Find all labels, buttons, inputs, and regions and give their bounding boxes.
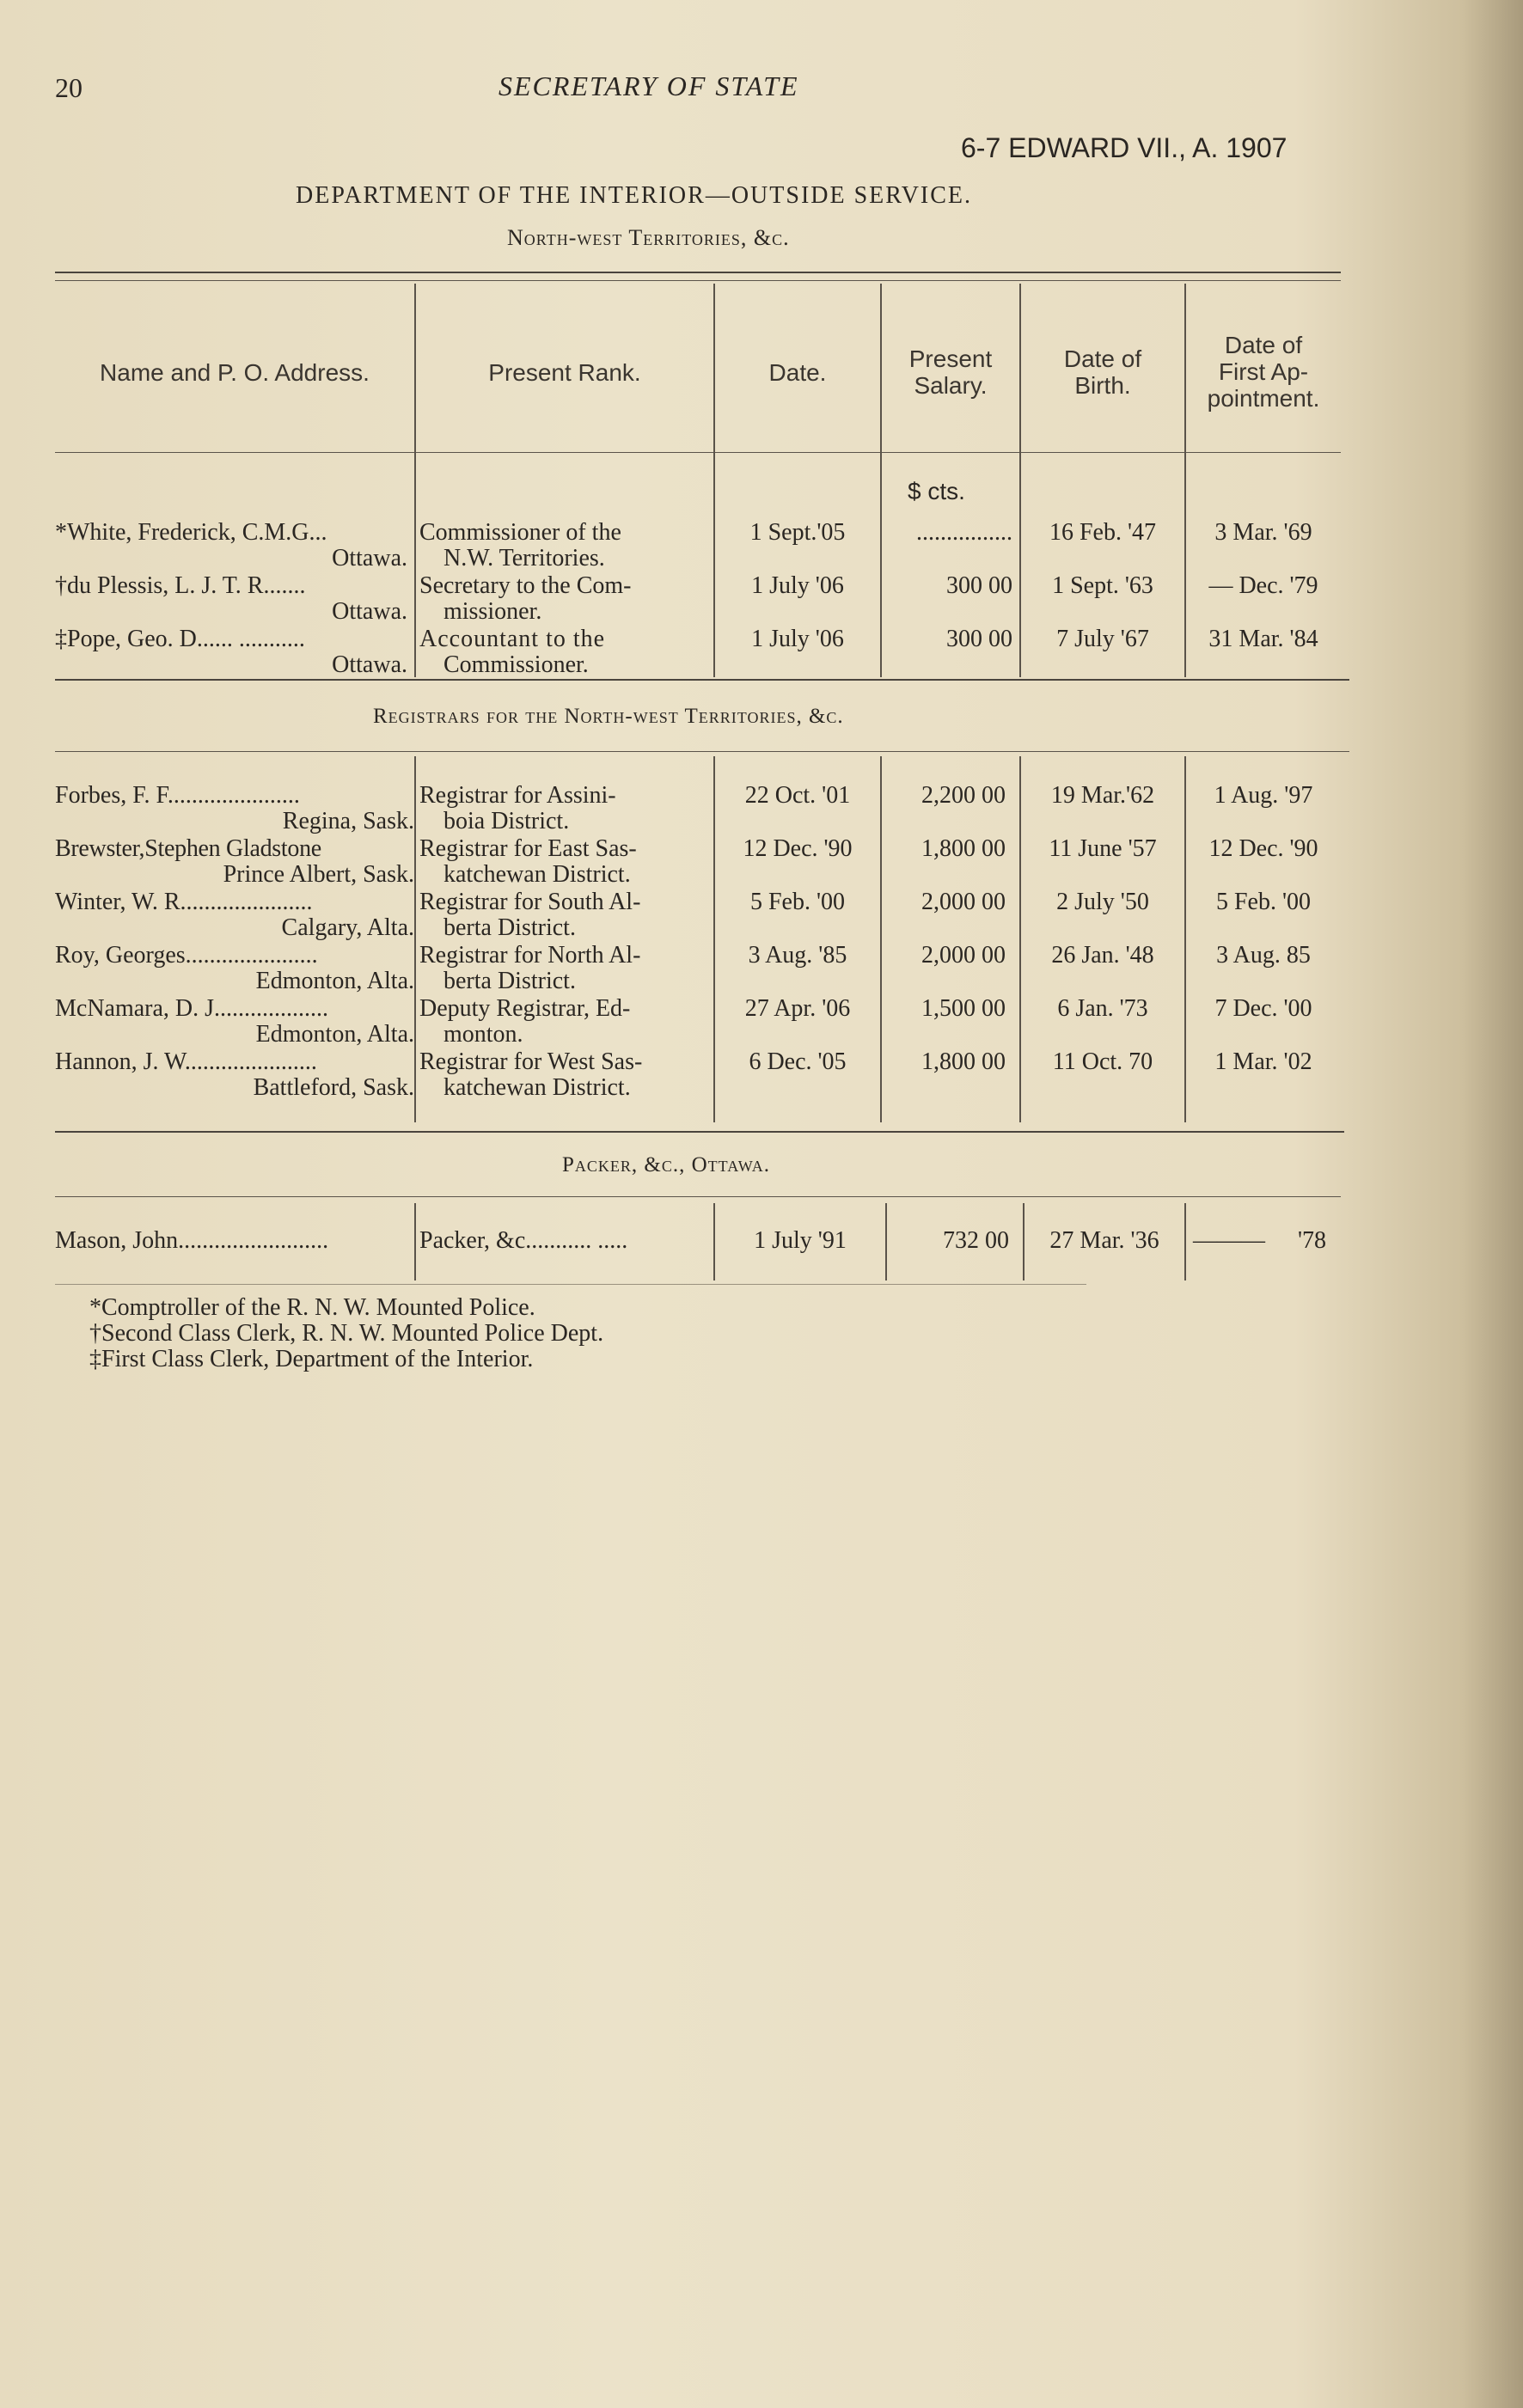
person-name: Roy, Georges......................	[55, 942, 318, 969]
person-address: Edmonton, Alta.	[255, 968, 414, 994]
col-header-salary-2: Salary.	[914, 372, 988, 399]
currency-label: $ cts.	[908, 478, 965, 504]
section3-title-rule	[55, 1196, 1341, 1197]
birth-date: 7 July '67	[1056, 626, 1149, 652]
present-rank-cont: monton.	[443, 1021, 523, 1048]
person-name: Hannon, J. W......................	[55, 1048, 317, 1075]
present-rank: Commissioner of the	[419, 519, 621, 546]
section2-title-rule	[55, 751, 1349, 752]
session-line: 6-7 EDWARD VII., A. 1907	[961, 132, 1288, 163]
person-name: †du Plessis, L. J. T. R.......	[55, 572, 306, 599]
date: 5 Feb. '00	[749, 889, 846, 915]
person-address: Calgary, Alta.	[281, 914, 414, 941]
present-rank: Registrar for South Al-	[419, 889, 641, 915]
col-divider	[414, 284, 416, 677]
birth-date: 6 Jan. '73	[1057, 995, 1148, 1022]
birth-date: 16 Feb. '47	[1049, 519, 1157, 546]
date: 1 July '06	[751, 626, 844, 652]
birth-date: 1 Sept. '63	[1052, 572, 1153, 599]
person-name: *White, Frederick, C.M.G...	[55, 519, 327, 546]
birth-date: 26 Jan. '48	[1051, 942, 1154, 969]
col-divider	[1184, 1203, 1186, 1280]
section3-title: Packer, &c., Ottawa.	[562, 1153, 771, 1176]
top-rule-2	[55, 280, 1341, 281]
col-divider	[1019, 284, 1021, 677]
birth-date: 11 June '57	[1049, 835, 1157, 862]
header-rule	[55, 452, 1341, 453]
section2-end-rule	[55, 1131, 1344, 1133]
footnote: *Comptroller of the R. N. W. Mounted Police.	[89, 1294, 535, 1321]
footnote: ‡First Class Clerk, Department of the Interior.	[89, 1346, 534, 1372]
birth-date: 11 Oct. 70	[1052, 1048, 1153, 1075]
birth-date: 27 Mar. '36	[1049, 1227, 1159, 1254]
salary: 300 00	[946, 572, 1012, 599]
top-rule-1	[55, 272, 1341, 273]
present-rank: Registrar for East Sas-	[419, 835, 637, 862]
present-rank-cont: Commissioner.	[443, 651, 589, 678]
col-header-name: Name and P. O. Address.	[100, 359, 370, 386]
running-title: SECRETARY OF STATE	[498, 70, 799, 101]
person-address: Ottawa.	[332, 545, 407, 571]
present-rank-cont: boia District.	[443, 808, 570, 834]
date: 27 Apr. '06	[744, 995, 851, 1022]
salary: 1,800 00	[921, 1048, 1006, 1075]
date: 1 July '06	[751, 572, 844, 599]
present-rank-cont: missioner.	[443, 598, 542, 625]
present-rank-cont: N.W. Territories.	[443, 545, 605, 571]
col-divider	[414, 1203, 416, 1280]
date: 12 Dec. '90	[743, 835, 853, 862]
salary: 2,000 00	[921, 889, 1006, 915]
col-divider	[414, 756, 416, 1122]
birth-date: 19 Mar.'62	[1050, 782, 1155, 809]
section2-title: Registrars for the North-west Territories, &c.	[373, 705, 844, 728]
col-header-date: Date.	[768, 359, 827, 386]
first-appointment: 1 Aug. '97	[1214, 782, 1313, 809]
person-name: Forbes, F. F......................	[55, 782, 300, 809]
date: 6 Dec. '05	[749, 1048, 847, 1075]
present-rank-cont: katchewan District.	[443, 1074, 631, 1101]
salary: 1,500 00	[921, 995, 1006, 1022]
table-bottom-rule	[55, 1284, 1086, 1285]
salary: ................	[916, 519, 1012, 546]
col-header-birth-1: Date of	[1063, 345, 1142, 372]
salary: 2,200 00	[921, 782, 1006, 809]
present-rank: Deputy Registrar, Ed-	[419, 995, 631, 1022]
first-appointment: 7 Dec. '00	[1214, 995, 1312, 1022]
page-number: 20	[55, 72, 83, 103]
first-appointment: '78	[1298, 1227, 1327, 1254]
first-appointment-day-blank: ———	[1193, 1227, 1265, 1254]
present-rank: Registrar for West Sas-	[419, 1048, 643, 1075]
date: 1 July '91	[754, 1227, 847, 1254]
section-title: North-west Territories, &c.	[507, 225, 790, 250]
person-address: Regina, Sask.	[282, 808, 414, 834]
date: 1 Sept.'05	[749, 519, 846, 546]
birth-date: 2 July '50	[1056, 889, 1149, 915]
present-rank: Secretary to the Com-	[419, 572, 632, 599]
person-address: Ottawa.	[332, 651, 407, 678]
salary: 2,000 00	[921, 942, 1006, 969]
section1-end-rule	[55, 679, 1349, 681]
person-name: Mason, John.........................	[55, 1227, 329, 1254]
salary: 300 00	[946, 626, 1012, 652]
first-appointment: 31 Mar. '84	[1208, 626, 1318, 652]
first-appointment: — Dec. '79	[1208, 572, 1318, 599]
person-address: Ottawa.	[332, 598, 407, 625]
date: 3 Aug. '85	[748, 942, 847, 969]
present-rank-cont: berta District.	[443, 968, 576, 994]
col-header-first-2: First Ap-	[1218, 358, 1309, 385]
present-rank: Packer, &c........... .....	[419, 1227, 628, 1254]
department-title: DEPARTMENT OF THE INTERIOR—OUTSIDE SERVICE.	[296, 182, 973, 209]
col-header-rank: Present Rank.	[488, 359, 641, 386]
col-divider	[713, 284, 715, 677]
first-appointment: 12 Dec. '90	[1208, 835, 1318, 862]
person-name: McNamara, D. J...................	[55, 995, 329, 1022]
col-header-first-3: pointment.	[1207, 385, 1320, 412]
first-appointment: 3 Aug. 85	[1216, 942, 1311, 969]
footnote: †Second Class Clerk, R. N. W. Mounted Police Dept.	[89, 1320, 604, 1347]
person-name: Winter, W. R......................	[55, 889, 313, 915]
salary: 732 00	[943, 1227, 1009, 1254]
salary: 1,800 00	[921, 835, 1006, 862]
present-rank: Accountant to the	[419, 626, 606, 652]
col-divider	[880, 284, 882, 677]
col-header-birth-2: Birth.	[1074, 372, 1131, 399]
person-name: Brewster,Stephen Gladstone	[55, 835, 321, 862]
col-header-first-1: Date of	[1224, 332, 1303, 358]
present-rank-cont: berta District.	[443, 914, 576, 941]
first-appointment: 3 Mar. '69	[1214, 519, 1312, 546]
person-name: ‡Pope, Geo. D...... ...........	[55, 626, 305, 652]
present-rank-cont: katchewan District.	[443, 861, 631, 888]
person-address: Edmonton, Alta.	[255, 1021, 414, 1048]
present-rank: Registrar for North Al-	[419, 942, 641, 969]
person-address: Battleford, Sask.	[253, 1074, 414, 1101]
first-appointment: 1 Mar. '02	[1214, 1048, 1312, 1075]
date: 22 Oct. '01	[744, 782, 851, 809]
present-rank: Registrar for Assini-	[419, 782, 616, 809]
col-header-salary-1: Present	[908, 345, 993, 372]
first-appointment: 5 Feb. '00	[1215, 889, 1312, 915]
person-address: Prince Albert, Sask.	[223, 861, 414, 888]
